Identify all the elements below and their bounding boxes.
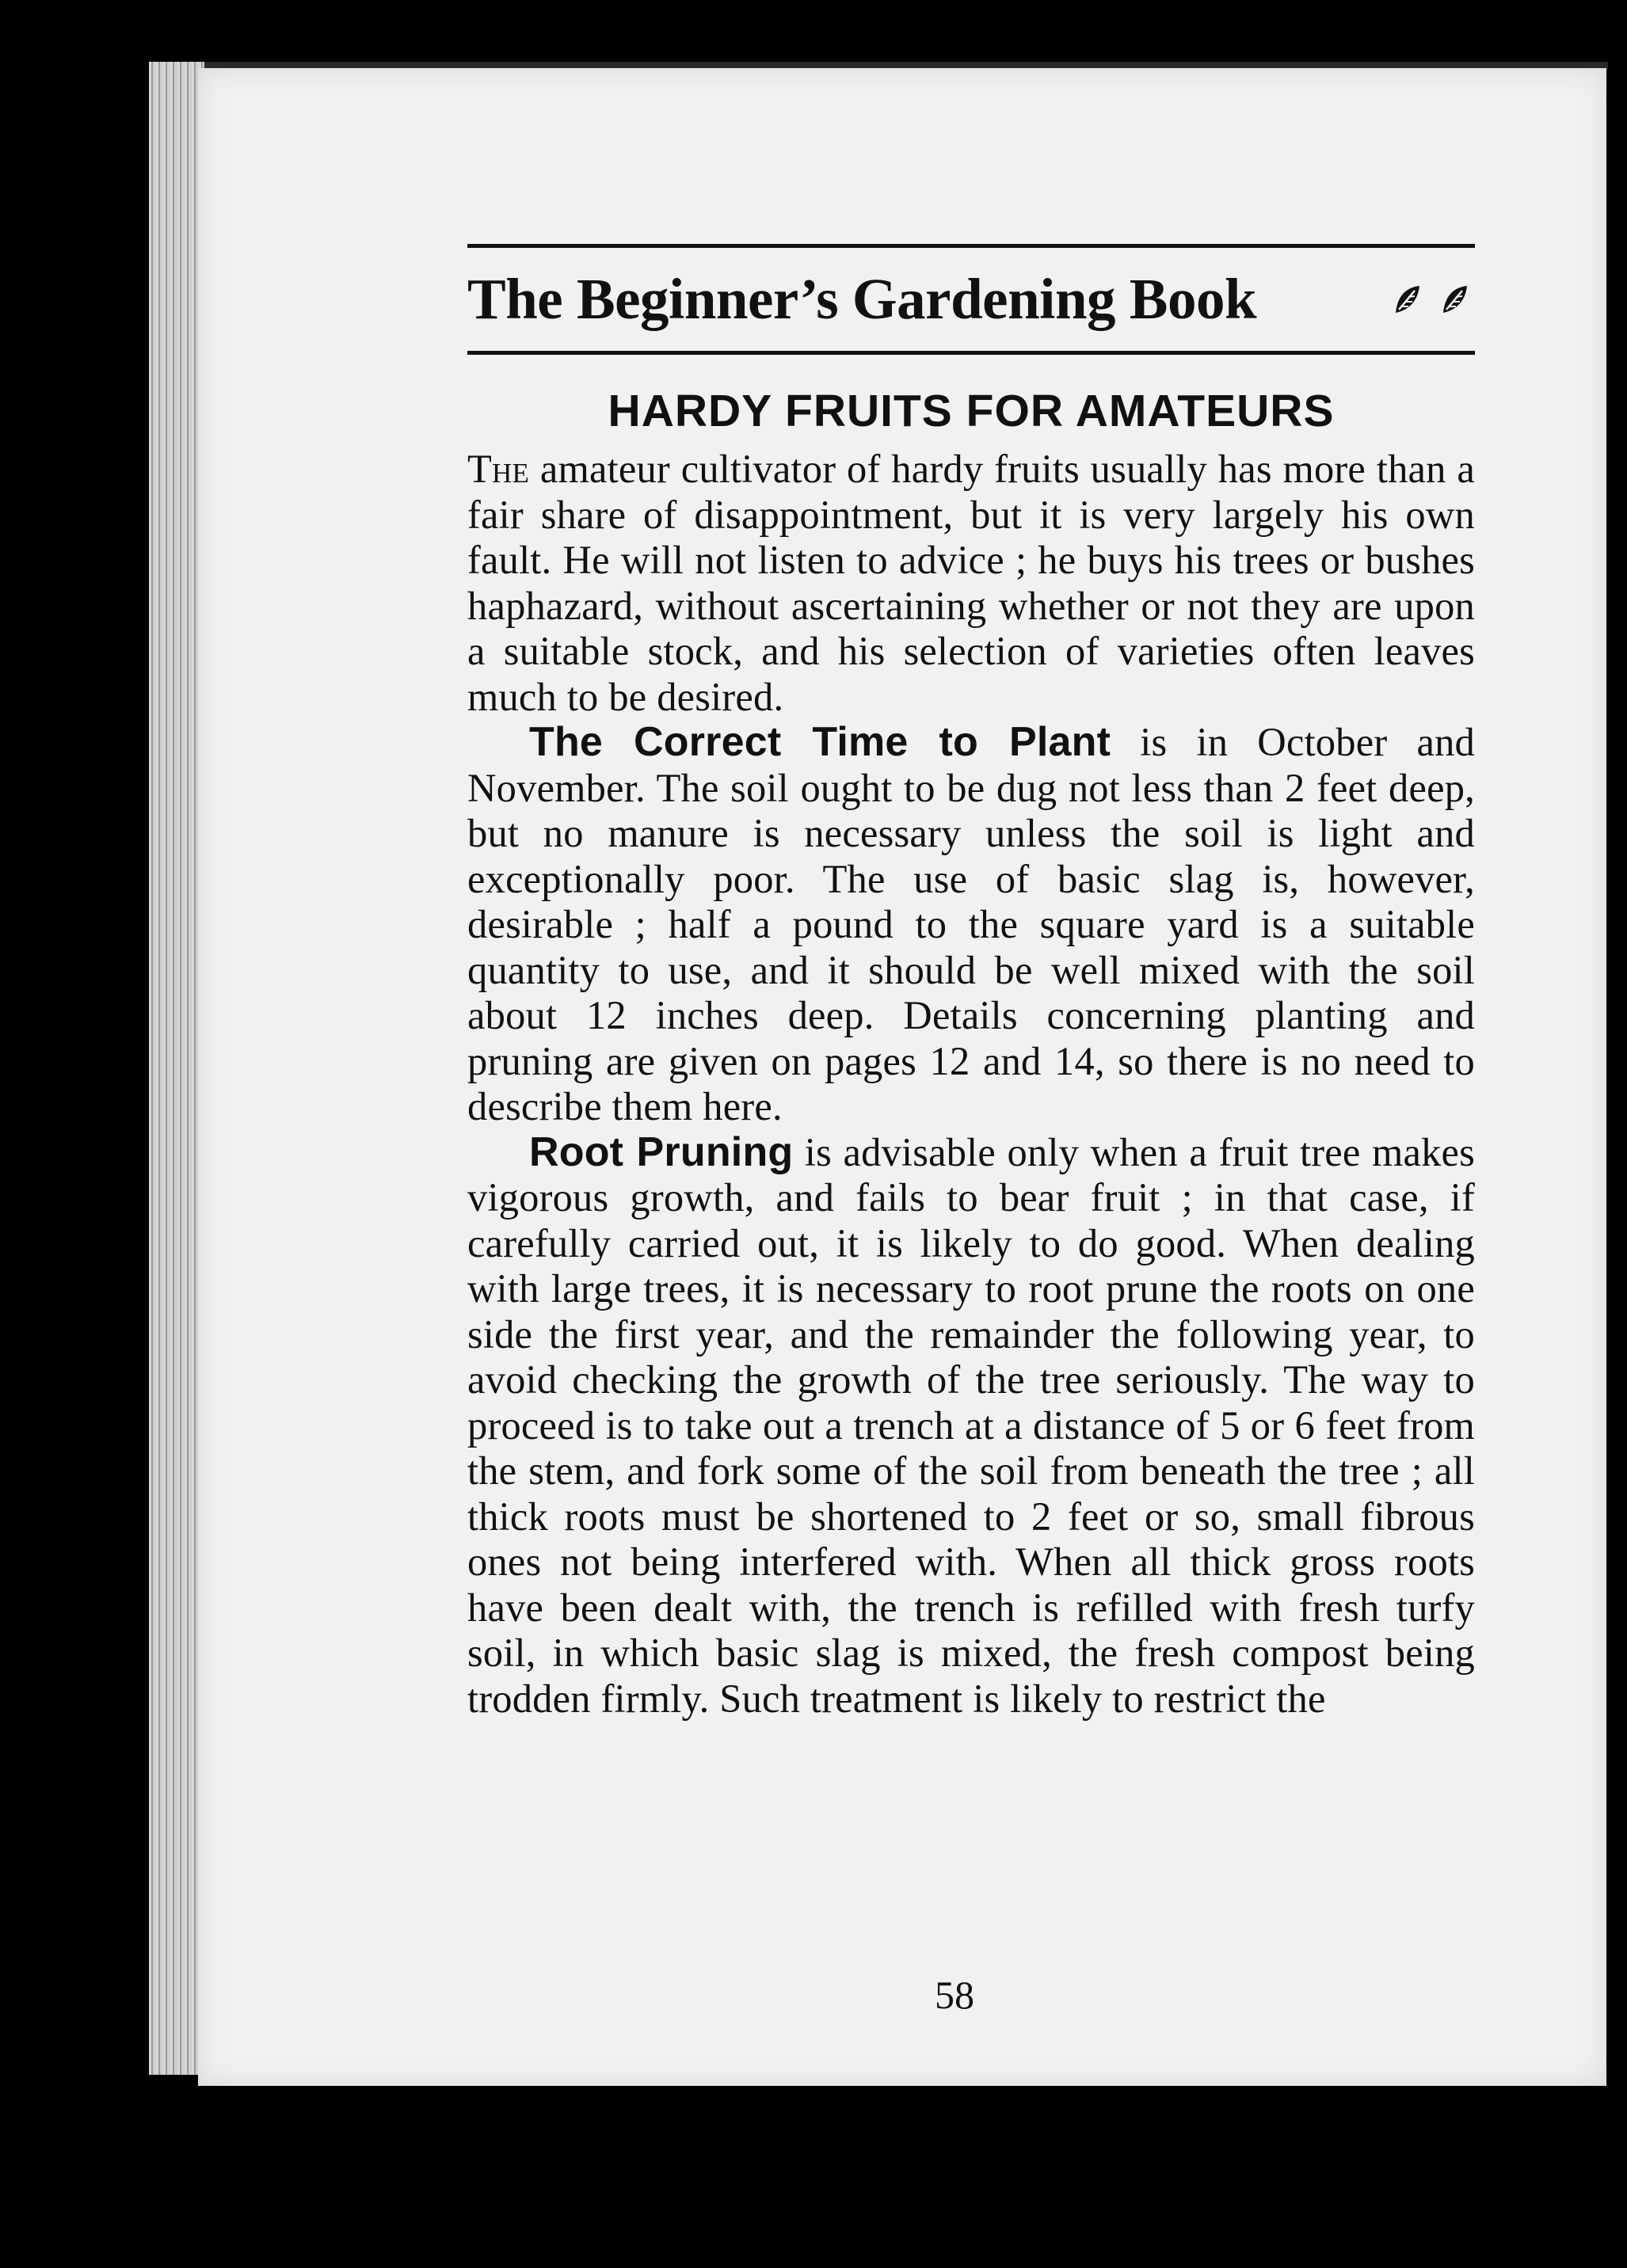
paragraph-correct-time	[467, 720, 1475, 1130]
paragraph-text: is in October and November. The soil ought to be dug not less than 2 feet deep, but no manure is necessary unless the soil is light and exceptionally poor. The use of basic slag is, however, desirable ; half a pound to the square yard is a suitable quantity to use, and it should be well mixed with the soil about 12 inches deep. Details concerning planting and pruning are given on pages 12 and 14, so there is no need to describe them here.	[467, 720, 1475, 1128]
page-content	[467, 244, 1475, 1722]
paragraph-text: is advisable only when a fruit tree makes vigorous growth, and fails to bear fruit ; in that case, if carefully carried out, it is likely to do good. When dealing with large trees, it is necessary to root prune the roots on one side the first year, and the remainder the following year, to avoid checking the growth of the tree seriously. The way to proceed is to take out a trench at a distance of 5 or 6 feet from the stem, and fork some of the soil from beneath the tree ; all thick roots must be shortened to 2 feet or so, small fibrous ones not being interfered with. When all thick gross roots have been dealt with, the trench is refilled with fresh turfy soil, in which basic slag is mixed, the fresh compost being trodden firmly. Such treatment is likely to restrict the	[467, 1129, 1475, 1721]
run-in-heading-correct-time: The Correct Time to Plant	[529, 719, 1111, 765]
section-title: HARDY FRUITS FOR AMATEURS	[608, 386, 1335, 436]
header-bottom-rule	[467, 351, 1475, 355]
page-stack-edges	[149, 62, 204, 2075]
running-header-title: The Beginner’s Gardening Book	[467, 267, 1257, 331]
running-header	[467, 248, 1475, 351]
leaf-ornament-icon	[1440, 283, 1470, 316]
run-in-heading-root-pruning: Root Pruning	[529, 1128, 794, 1175]
paragraph-intro	[467, 447, 1475, 720]
header-ornaments	[1393, 283, 1475, 316]
page-number: 58	[935, 1973, 974, 2017]
paragraph-root-pruning	[467, 1130, 1475, 1722]
paragraph-opening-word: The	[467, 447, 530, 491]
leaf-ornament-icon	[1393, 283, 1423, 316]
paragraph-text: amateur cultivator of hardy fruits usually has more than a fair share of disappointment, but it is very largely his own fault. He will not listen to advice ; he buys his trees or bushes haphazard, without ascertaining whether or not they are upon a suitable stock, and his selection of varieties often leaves much to be desired.	[467, 447, 1475, 719]
